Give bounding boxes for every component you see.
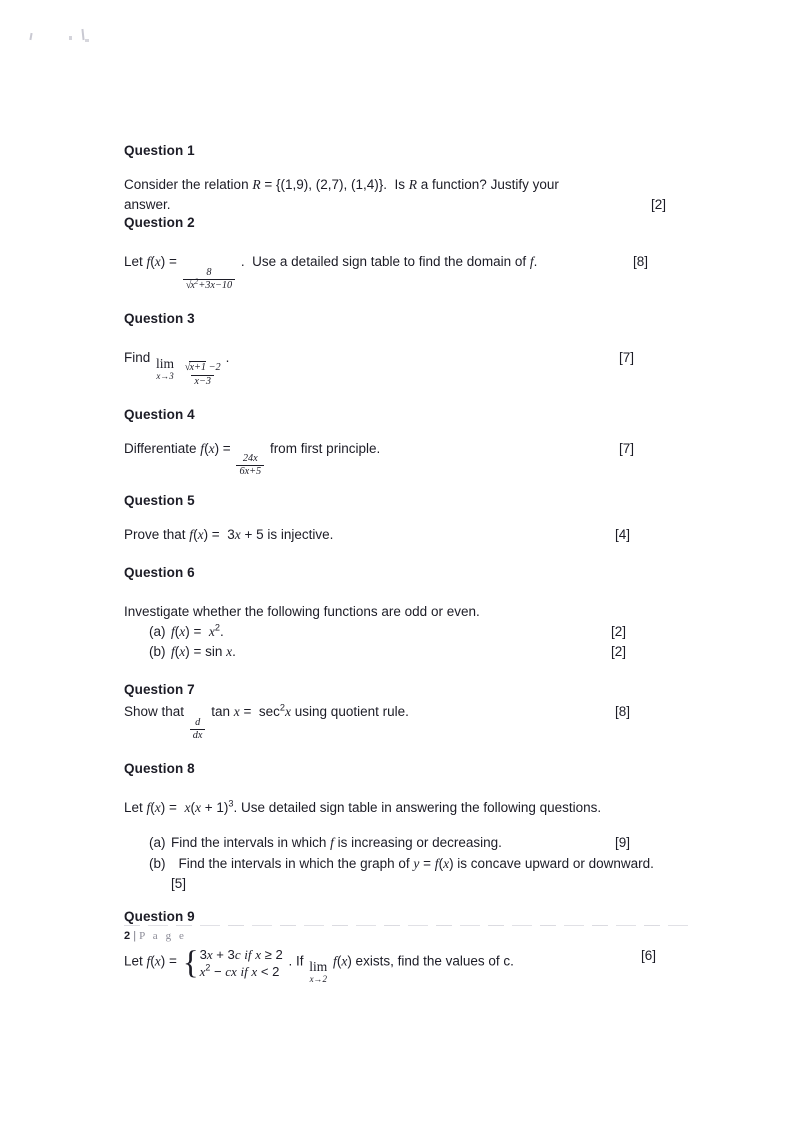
question-sheet (124, 143, 674, 984)
question-body-2 (124, 252, 674, 291)
footer-page-number: 2 (124, 930, 131, 942)
item-label: (b) (149, 855, 166, 871)
fraction-denominator: 6x+5 (236, 465, 264, 477)
piecewise-function-q9 (183, 946, 283, 981)
question-1-line-1: Consider the relation R = {(1,9), (2,7), (1,4)}. Is R a function? Justify your (124, 176, 559, 192)
marks-question-9: [6] (640, 947, 656, 963)
item-text: Find the intervals in which the graph of y = f(x) is concave upward or downward. (174, 855, 654, 871)
question-3-statement: Find lim x→3 $\frac{√x+1 -2}{x-3}$ . (124, 350, 230, 387)
question-body-7 (124, 702, 674, 741)
marks-question-5: [4] (614, 526, 630, 542)
marks-question-6a: [2] (610, 623, 626, 639)
question-heading-5: Question 5 (124, 492, 195, 508)
page-footer (124, 930, 187, 942)
question-8-item-a (124, 833, 674, 853)
fraction-q2 (183, 268, 235, 292)
question-body-5 (124, 525, 674, 545)
question-4-statement: Differentiate f(x) = $\frac{24x}{6x+5}$ from first principle. (124, 440, 381, 478)
marks-question-1: [2] (650, 197, 666, 213)
marks-question-2: [8] (632, 254, 648, 270)
question-7-statement: Show that $\frac{d}{dx}$ $\tan x = \sec^2x$ using quotient rule. (124, 702, 409, 741)
question-6-item-b (124, 642, 674, 662)
question-8-item-b (124, 854, 674, 895)
question-1-line-2: answer. (124, 197, 171, 213)
question-heading-6: Question 6 (124, 564, 195, 580)
fraction-q3 (182, 363, 224, 387)
marks-question-7: [8] (614, 704, 630, 720)
question-heading-4: Question 4 (124, 406, 195, 422)
footer-separator: | (133, 930, 137, 942)
marks-question-8a: [9] (614, 835, 630, 851)
item-label: (a) (149, 623, 166, 639)
question-heading-2: Question 2 (124, 215, 195, 231)
marks-question-4: [7] (618, 440, 634, 456)
fraction-denominator: $√x^2+3x-10$ (183, 279, 235, 291)
fraction-q4 (236, 454, 264, 478)
scan-artifacts (0, 0, 140, 70)
item-label: (a) (149, 835, 166, 851)
fraction-denominator: dx (190, 729, 206, 741)
fraction-denominator: x−3 (191, 375, 214, 387)
question-body-8 (124, 798, 674, 894)
question-heading-1: Question 1 (124, 143, 195, 158)
limit-operator-q9: lim x→2 (309, 959, 328, 984)
question-body-3 (124, 348, 674, 387)
question-body-1 (124, 175, 674, 216)
fraction-numerator: 8 (206, 266, 212, 278)
question-6-intro: Investigate whether the following functions are odd or even. (124, 603, 480, 619)
question-5-statement: Prove that f(x) = 3x + 5 is injective. (124, 526, 334, 542)
limit-operator-q3: lim x→3 (156, 356, 175, 381)
fraction-numerator: d (195, 716, 201, 728)
marks-question-3: [7] (618, 350, 634, 366)
question-9-statement: Let f(x) = { 3x + 3c if x ≥ 2 $x^2$ − cx if x < 2 . If lim x→2 f(x) exists, find the values of c. (124, 944, 514, 984)
piecewise-case-2: $x^2$ − cx if x < 2 (199, 962, 280, 980)
question-heading-9: Question 9 (124, 909, 195, 925)
item-text: f(x) = sin x. (171, 644, 236, 660)
item-text: Find the intervals in which f is increasing or decreasing. (171, 835, 502, 851)
question-body-4 (124, 439, 674, 478)
left-brace: { (182, 944, 199, 981)
marks-question-8b: [5] (171, 875, 187, 891)
fraction-numerator: 24x (242, 453, 258, 465)
fraction-q7 (190, 718, 206, 742)
question-8-intro: Let $f(x) = x(x + 1)^3$. Use detailed sign table in answering the following questions. (124, 798, 602, 816)
marks-question-6b: [2] (610, 644, 626, 660)
question-heading-8: Question 8 (124, 761, 195, 777)
fraction-numerator: √x+1 −2 (184, 362, 221, 374)
footer-divider (124, 925, 690, 926)
item-text: $f(x) = x^2$. (171, 622, 224, 639)
question-body-9 (124, 946, 674, 984)
question-heading-3: Question 3 (124, 311, 195, 327)
piecewise-case-1: 3x + 3c if x ≥ 2 (199, 946, 283, 962)
question-heading-7: Question 7 (124, 682, 195, 698)
question-2-statement: Let f(x) = $\frac{8}{√x^2+3x-10}$ . Use a detailed sign table to find the domain of f. (124, 254, 538, 291)
question-6-item-a (124, 622, 674, 642)
item-label: (b) (149, 644, 166, 660)
question-body-6 (124, 602, 674, 663)
footer-page-label: P a g e (139, 930, 187, 942)
